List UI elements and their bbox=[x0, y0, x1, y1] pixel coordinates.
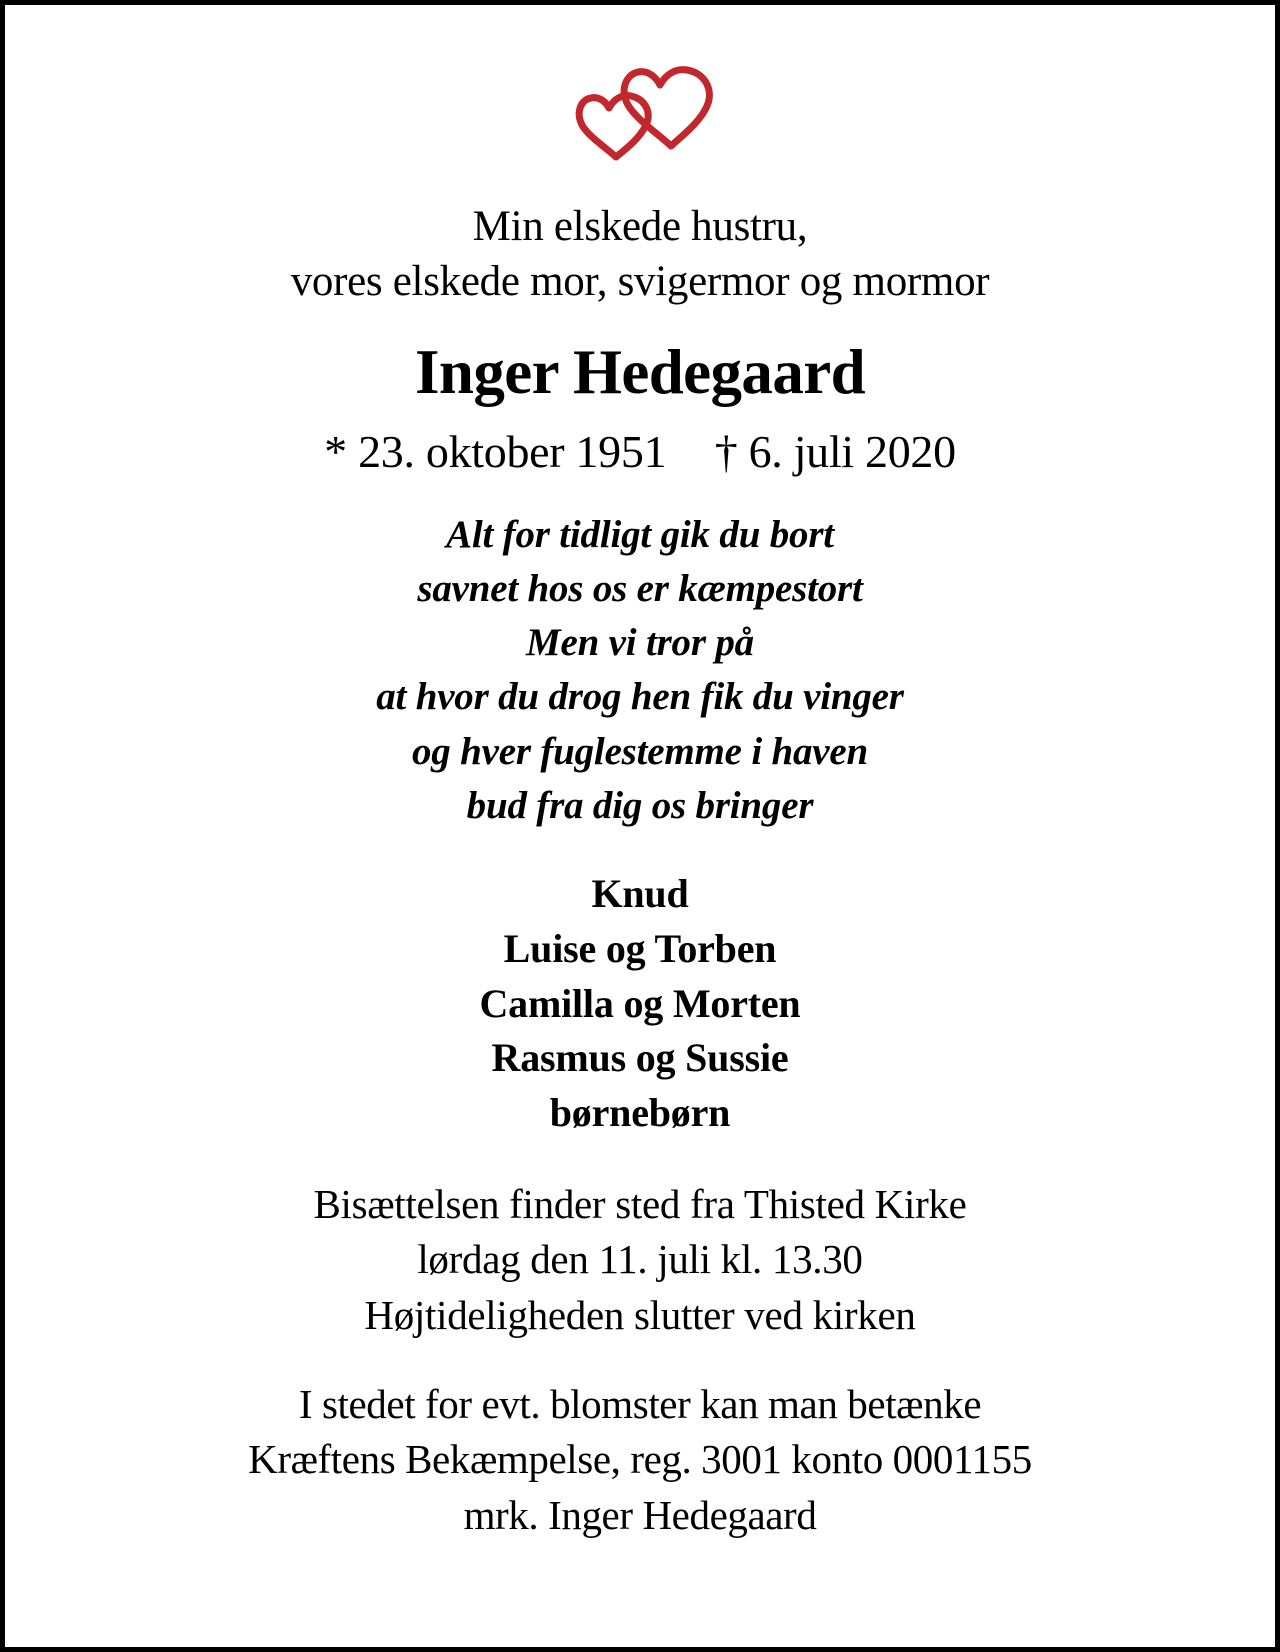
service-line-2: lørdag den 11. juli kl. 13.30 bbox=[417, 1236, 863, 1283]
donation-line-1: I stedet for evt. blomster kan man betænke bbox=[298, 1381, 982, 1428]
poem-line-2: savnet hos os er kæmpestort bbox=[417, 567, 863, 610]
survivor-line-5: børnebørn bbox=[549, 1090, 731, 1136]
service-line-3: Højtideligheden slutter ved kirken bbox=[364, 1291, 916, 1338]
death-symbol: † bbox=[714, 426, 738, 478]
double-hearts-icon bbox=[90, 61, 1190, 165]
poem-line-6: bud fra dig os bringer bbox=[466, 783, 814, 827]
survivor-line-3: Camilla og Morten bbox=[479, 980, 801, 1026]
poem-line-4: at hvor du drog hen fik du vinger bbox=[376, 675, 904, 719]
memorial-poem bbox=[90, 508, 1190, 833]
service-details bbox=[90, 1177, 1190, 1343]
survivors-list bbox=[90, 867, 1190, 1141]
survivor-line-4: Rasmus og Sussie bbox=[491, 1035, 789, 1081]
service-line-1: Bisættelsen finder sted fra Thisted Kirke bbox=[313, 1181, 967, 1227]
poem-line-3: Men vi tror på bbox=[526, 621, 754, 665]
survivor-line-2: Luise og Torben bbox=[503, 925, 777, 971]
dedication-line-2: vores elskede mor, svigermor og mormor bbox=[290, 258, 990, 306]
death-date: 6. juli 2020 bbox=[748, 426, 956, 478]
poem-line-5: og hver fuglestemme i haven bbox=[411, 729, 869, 773]
survivor-line-1: Knud bbox=[591, 871, 689, 917]
life-dates bbox=[90, 427, 1190, 478]
deceased-name: Inger Hedegaard bbox=[414, 337, 866, 408]
dedication-text bbox=[90, 199, 1190, 309]
donation-line-3: mrk. Inger Hedegaard bbox=[463, 1491, 817, 1538]
donation-request bbox=[90, 1377, 1190, 1543]
birth-symbol: * bbox=[324, 426, 347, 478]
birth-date: 23. oktober 1951 bbox=[358, 426, 667, 478]
donation-line-2: Kræftens Bekæmpelse, reg. 3001 konto 0001155 bbox=[248, 1436, 1032, 1483]
dedication-line-1: Min elskede hustru, bbox=[472, 203, 808, 250]
poem-line-1: Alt for tidligt gik du bort bbox=[446, 512, 834, 556]
